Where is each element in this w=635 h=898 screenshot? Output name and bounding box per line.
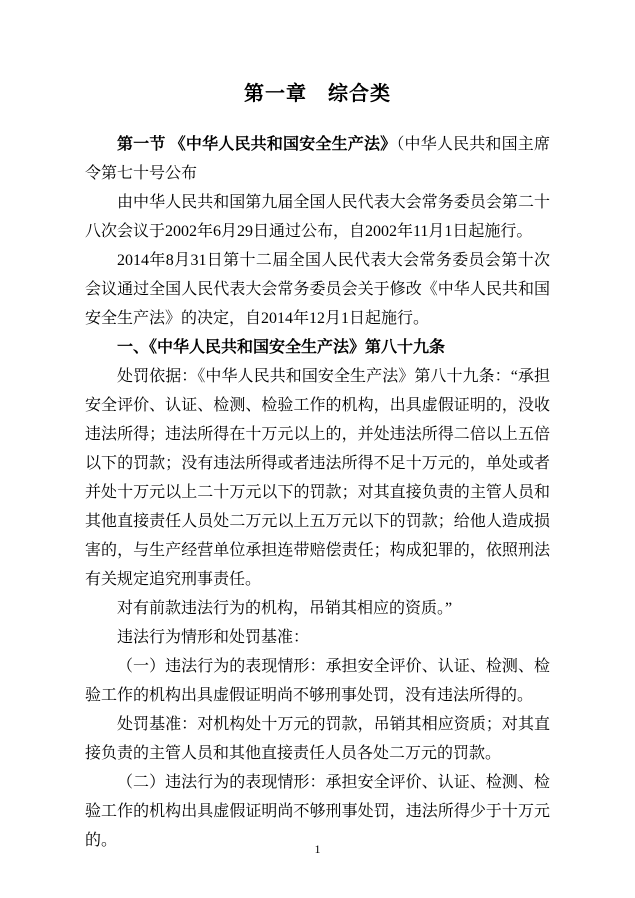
page-number: 1	[314, 842, 321, 856]
paragraph-amendment: 2014年8月31日第十二届全国人民代表大会常务委员会第十次会议通过全国人民代表大会常务委员会关于修改《中华人民共和国安全生产法》的决定，自2014年12月1日起施行。	[85, 252, 550, 327]
section-heading-note: （中华人民共和国主席令第七十号公布	[85, 136, 550, 182]
paragraph-penalty-basis: 处罚依据：《中华人民共和国安全生产法》第八十九条：“承担安全评价、认证、检测、检验工作的机构，出具虚假证明的，没收违法所得；违法所得在十万元以上的，并处违法所得二倍以上五倍以下的罚款；没有违法所得或者违法所得不足十万元的，单处或者并处十万元以上二十万元以下的罚款；对其直接负责的主管人员和其他直接责任人员处二万元以上五万元以下的罚款；给他人造成损害的，与生产经营单位承担连带赔偿责任；构成犯罪的，依照刑法有关规定追究刑事责任。	[85, 368, 550, 588]
paragraph-case1-penalty: 处罚基准：对机构处十万元的罚款，吊销其相应资质；对其直接负责的主管人员和其他直接责任人员各处二万元的罚款。	[85, 716, 550, 762]
paragraph-case1-situation: （一）违法行为的表现情形：承担安全评价、认证、检测、检验工作的机构出具虚假证明尚不够刑事处罚，没有违法所得的。	[85, 658, 550, 704]
criteria-heading: 违法行为情形和处罚基准：	[117, 629, 310, 646]
section-heading	[85, 130, 550, 188]
chapter-title: 第一章 综合类	[244, 83, 391, 105]
paragraph-case2-situation: （二）违法行为的表现情形：承担安全评价、认证、检测、检验工作的机构出具虚假证明尚不够刑事处罚，违法所得少于十万元的。	[85, 774, 550, 849]
section-heading-title: 第一节 《中华人民共和国安全生产法》	[117, 136, 397, 153]
paragraph-promulgation: 由中华人民共和国第九届全国人民代表大会常务委员会第二十八次会议于2002年6月29日通过公布，自2002年11月1日起施行。	[85, 194, 550, 240]
item-heading: 一、《中华人民共和国安全生产法》第八十九条	[117, 339, 446, 356]
paragraph-revoke-qualification: 对有前款违法行为的机构，吊销其相应的资质。”	[117, 600, 453, 617]
